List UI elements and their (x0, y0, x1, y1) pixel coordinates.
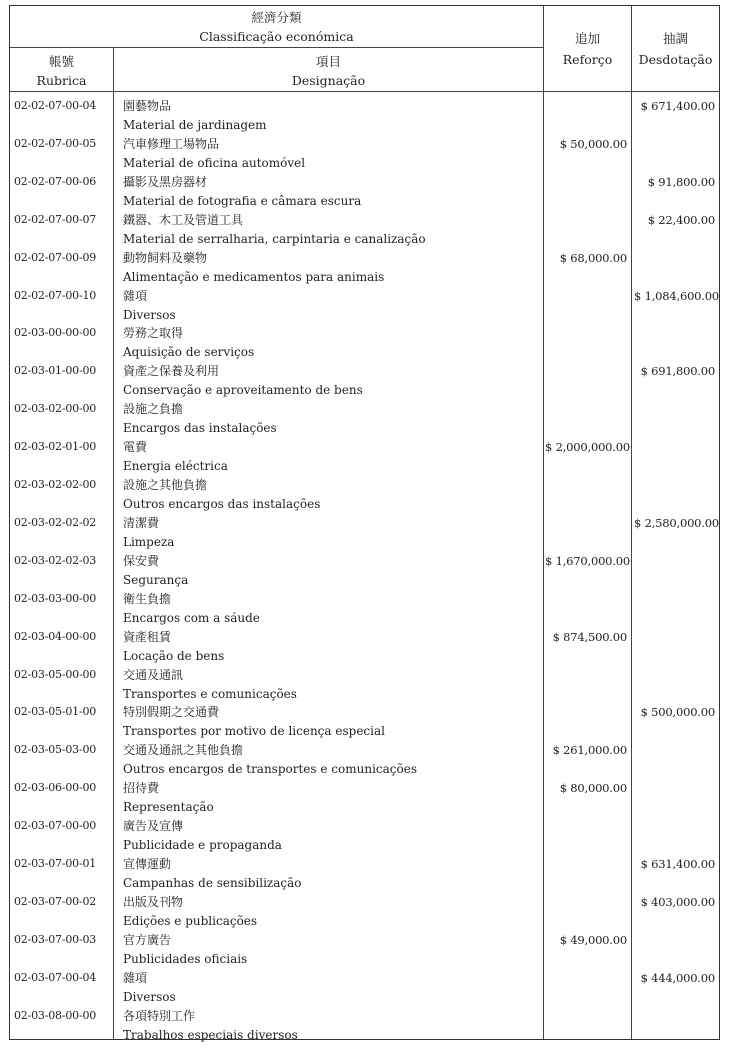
row-reforco: $ 68,000.00 (559, 250, 627, 265)
row-desdotacao: $ 500,000.00 (640, 705, 715, 720)
row-designation-pt: Material de oficina automóvel (123, 155, 306, 170)
row-designation-zh: 園藝物品 (123, 99, 172, 113)
header-classification-pt: Classificação económica (199, 29, 354, 44)
row-designation-pt: Campanhas de sensibilização (123, 876, 302, 890)
row-code: 02-03-01-00-00 (14, 364, 97, 378)
row-designation-zh: 特別假期之交通費 (123, 705, 220, 720)
row-code: 02-02-07-00-09 (14, 250, 97, 264)
row-designation-pt: Locação de bens (123, 648, 225, 663)
row-code: 02-03-07-00-02 (14, 894, 97, 908)
row-designation-pt: Conservação e aproveitamento de bens (123, 383, 363, 398)
row-code: 02-03-08-00-00 (14, 1008, 97, 1022)
row-designation-pt: Energia eléctrica (123, 459, 228, 474)
row-designation-pt: Segurança (123, 572, 189, 587)
row-reforco: $ 50,000.00 (559, 136, 627, 151)
row-designation-pt: Limpeza (123, 534, 175, 549)
row-reforco: $ 2,000,000.00 (545, 440, 630, 455)
row-designation-zh: 交通及通訊 (123, 667, 184, 682)
row-reforco: $ 874,500.00 (552, 629, 627, 644)
row-designation-pt: Representação (123, 800, 214, 815)
row-code: 02-03-02-00-00 (14, 402, 97, 416)
row-designation-pt: Aquisição de serviços (123, 345, 255, 360)
row-desdotacao: $ 1,084,600.00 (634, 288, 719, 303)
row-code: 02-03-02-02-02 (14, 515, 97, 529)
row-code: 02-03-05-03-00 (14, 743, 97, 757)
row-code: 02-02-07-00-07 (14, 212, 97, 226)
row-code: 02-03-02-01-00 (14, 440, 97, 454)
row-reforco: $ 261,000.00 (552, 743, 627, 758)
header-desdotacao-zh: 抽調 (662, 31, 688, 46)
header-rubrica-zh: 帳號 (48, 54, 74, 69)
row-designation-zh: 鐵器、木工及管道工具 (123, 212, 244, 227)
rule-header-mid (10, 47, 543, 48)
row-designation-pt: Outros encargos de transportes e comunicações (123, 762, 417, 777)
row-reforco: $ 1,670,000.00 (545, 553, 630, 568)
row-code: 02-03-07-00-03 (14, 932, 97, 946)
row-designation-pt: Material de jardinagem (123, 118, 267, 132)
row-designation-zh: 設施之其他負擔 (123, 478, 208, 492)
row-designation-pt: Transportes e comunicações (123, 686, 297, 701)
row-desdotacao: $ 403,000.00 (640, 894, 715, 909)
row-designation-pt: Transportes por motivo de licença especial (123, 724, 385, 739)
row-designation-zh: 勞務之取得 (123, 326, 184, 341)
row-code: 02-03-06-00-00 (14, 781, 97, 795)
row-desdotacao: $ 22,400.00 (647, 212, 715, 227)
row-desdotacao: $ 671,400.00 (640, 99, 715, 113)
row-code: 02-03-07-00-04 (14, 970, 97, 984)
row-desdotacao: $ 631,400.00 (640, 857, 715, 871)
row-designation-zh: 保安費 (123, 553, 160, 568)
row-code: 02-03-02-02-03 (14, 553, 97, 567)
row-code: 02-03-07-00-00 (14, 819, 97, 833)
row-designation-pt: Material de fotografia e câmara escura (123, 193, 362, 208)
rule-col-designation (543, 6, 544, 1039)
row-designation-pt: Diversos (123, 307, 176, 322)
row-code: 02-02-07-00-06 (14, 174, 97, 188)
row-designation-zh: 雜項 (123, 288, 148, 303)
row-code: 02-02-07-00-10 (14, 288, 97, 302)
row-designation-pt: Alimentação e medicamentos para animais (123, 269, 385, 284)
row-designation-zh: 電費 (123, 440, 148, 455)
row-designation-zh: 各項特別工作 (123, 1008, 196, 1023)
row-designation-pt: Trabalhos especiais diversos (123, 1027, 298, 1042)
row-designation-pt: Material de serralharia, carpintaria e canalização (123, 231, 426, 246)
row-designation-zh: 衛生負擔 (123, 591, 172, 606)
header-reforco-zh: 追加 (574, 31, 600, 46)
row-code: 02-02-07-00-04 (14, 99, 97, 112)
row-designation-pt: Encargos das instalações (123, 421, 277, 436)
row-code: 02-03-03-00-00 (14, 591, 97, 605)
row-designation-pt: Diversos (123, 989, 176, 1004)
rule-col-code (113, 47, 114, 1039)
row-code: 02-02-07-00-05 (14, 136, 97, 150)
row-desdotacao: $ 2,580,000.00 (634, 515, 719, 530)
row-designation-zh: 官方廣告 (123, 932, 172, 947)
row-code: 02-03-02-02-00 (14, 478, 97, 491)
header-reforco-pt: Reforço (562, 52, 613, 67)
row-designation-zh: 動物飼料及藥物 (123, 250, 208, 265)
header-designacao-pt: Designação (291, 73, 366, 88)
row-designation-zh: 出版及刊物 (123, 894, 184, 909)
row-designation-zh: 汽車修理工場物品 (123, 136, 220, 151)
row-designation-zh: 廣告及宣傳 (123, 819, 184, 834)
header-rubrica-pt: Rubrica (36, 73, 87, 88)
row-designation-zh: 資產之保養及利用 (123, 364, 220, 379)
rule-col-reforco (631, 6, 632, 1039)
row-reforco: $ 49,000.00 (559, 932, 627, 947)
row-designation-pt: Edições e publicações (123, 913, 258, 928)
row-code: 02-03-07-00-01 (14, 857, 97, 870)
row-designation-pt: Outros encargos das instalações (123, 497, 321, 511)
row-code: 02-03-05-00-00 (14, 667, 97, 681)
row-reforco: $ 80,000.00 (559, 781, 627, 796)
row-designation-zh: 交通及通訊之其他負擔 (123, 743, 244, 758)
row-code: 02-03-04-00-00 (14, 629, 97, 643)
row-designation-zh: 攝影及黑房器材 (123, 174, 208, 189)
budget-table (9, 5, 720, 1040)
row-desdotacao: $ 444,000.00 (640, 970, 715, 985)
header-designacao-zh: 項目 (315, 54, 341, 69)
row-desdotacao: $ 691,800.00 (640, 364, 715, 379)
row-designation-zh: 資產租賃 (123, 629, 172, 644)
row-designation-pt: Encargos com a sáude (123, 610, 260, 625)
row-designation-zh: 雜項 (123, 970, 148, 985)
row-designation-zh: 清潔費 (123, 515, 160, 530)
row-code: 02-03-05-01-00 (14, 705, 97, 719)
row-designation-zh: 宣傳運動 (123, 857, 172, 871)
rule-header-bottom (10, 91, 719, 92)
header-desdotacao-pt: Desdotação (638, 52, 713, 67)
row-desdotacao: $ 91,800.00 (647, 174, 715, 189)
row-designation-pt: Publicidade e propaganda (123, 838, 282, 853)
row-designation-zh: 招待費 (123, 781, 160, 796)
header-classification-zh: 經濟分類 (251, 10, 302, 25)
row-code: 02-03-00-00-00 (14, 326, 97, 340)
row-designation-zh: 設施之負擔 (123, 402, 184, 417)
row-designation-pt: Publicidades oficiais (123, 951, 248, 966)
